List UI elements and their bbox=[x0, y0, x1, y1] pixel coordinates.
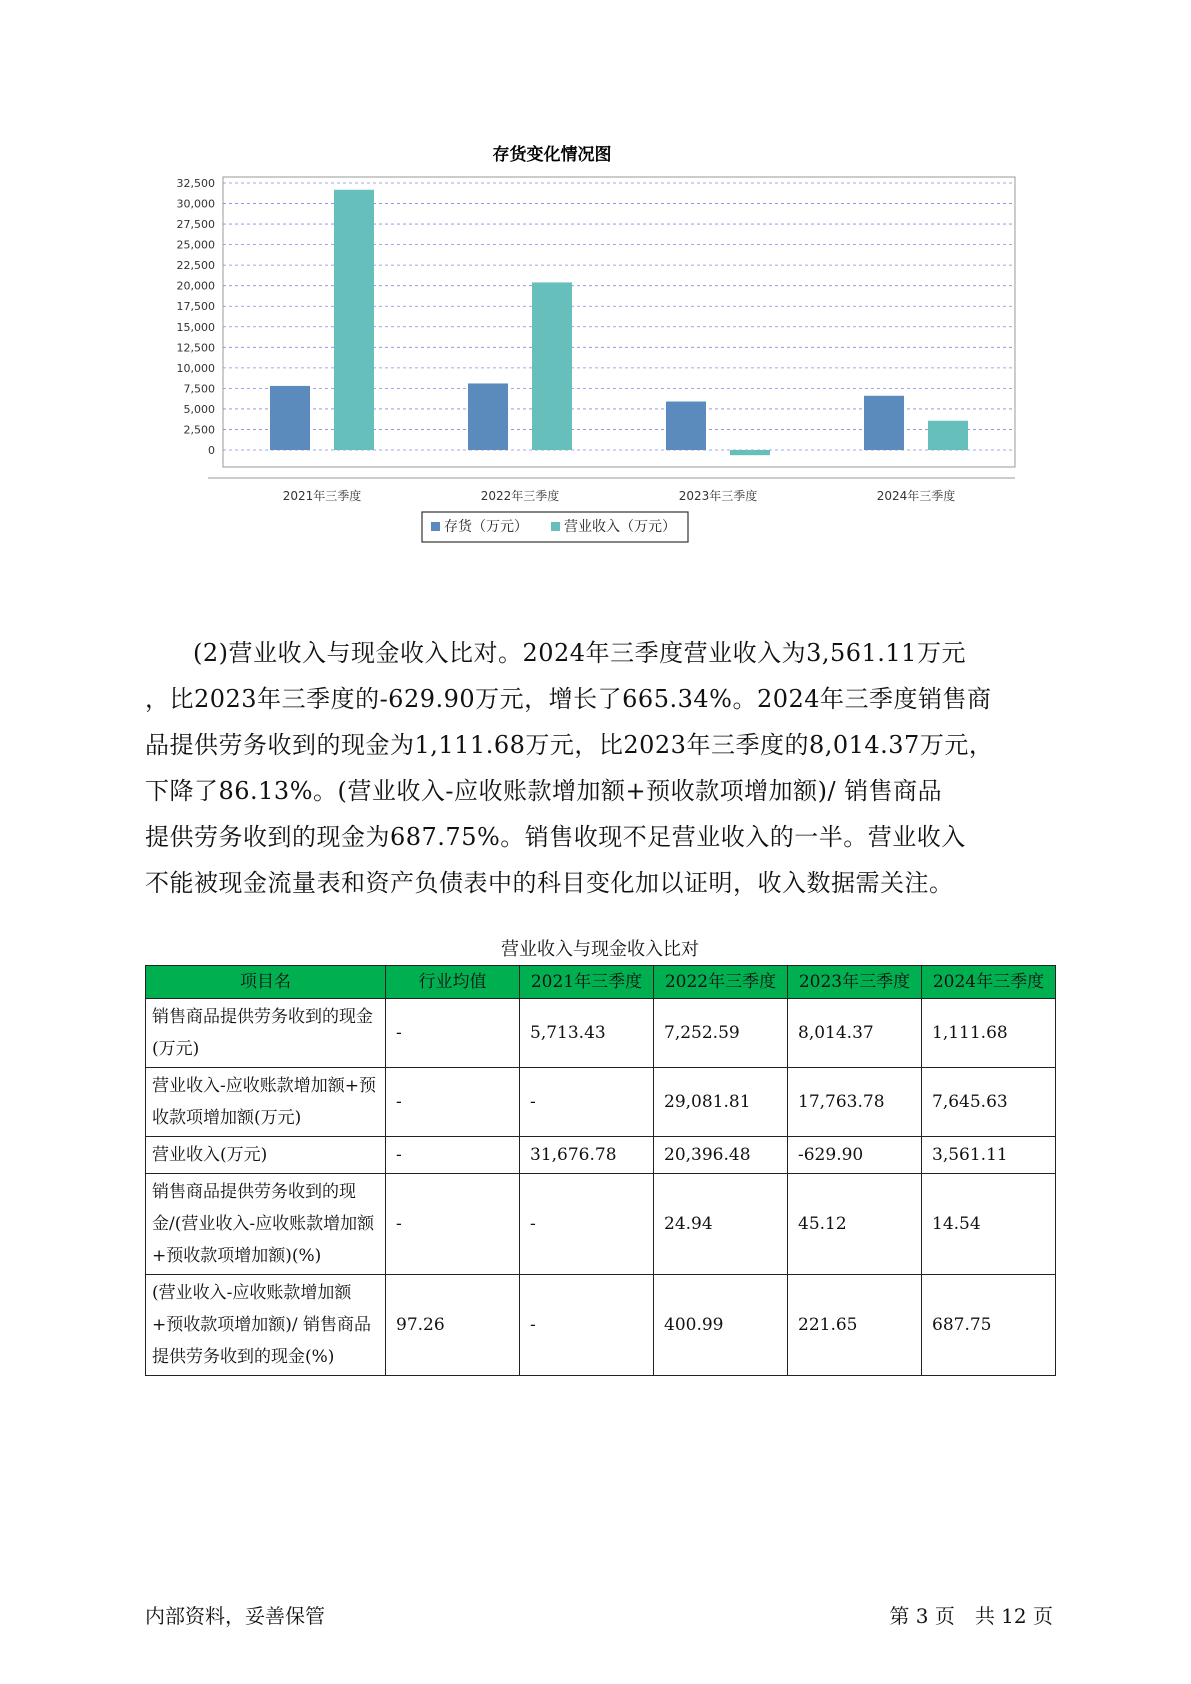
comparison-table bbox=[145, 965, 1056, 1376]
paragraph-line: (2)营业收入与现金收入比对。2024年三季度营业收入为3,561.11万元 bbox=[193, 639, 966, 667]
bar-revenue bbox=[928, 421, 968, 450]
table-header-row bbox=[146, 966, 1056, 999]
paragraph-line: 品提供劳务收到的现金为1,111.68万元，比2023年三季度的8,014.37万元， bbox=[145, 731, 994, 759]
row-label: 营业收入(万元) bbox=[146, 1137, 386, 1174]
table-cell: 14.54 bbox=[922, 1174, 1056, 1275]
table-row bbox=[146, 1137, 1056, 1174]
legend-swatch bbox=[551, 522, 560, 531]
table-cell: - bbox=[386, 1068, 520, 1137]
header-cell: 2022年三季度 bbox=[654, 966, 788, 999]
y-tick-label: 5,000 bbox=[183, 402, 215, 416]
table-cell: 7,252.59 bbox=[654, 999, 788, 1068]
chart-legend bbox=[422, 512, 688, 542]
legend-label: 营业收入（万元） bbox=[564, 519, 676, 535]
footer-page-number: 第 3 页 共 12 页 bbox=[889, 1604, 1053, 1628]
paragraph-line: ，比2023年三季度的-629.90万元，增长了665.34%。2024年三季度销售商 bbox=[145, 685, 992, 713]
table-cell: 17,763.78 bbox=[788, 1068, 922, 1137]
header-cell: 行业均值 bbox=[386, 966, 520, 999]
y-tick-label: 7,500 bbox=[183, 382, 215, 396]
bar-revenue bbox=[730, 450, 770, 455]
inventory-chart bbox=[145, 135, 1025, 595]
y-tick-label: 2,500 bbox=[183, 423, 215, 437]
analysis-paragraph bbox=[145, 630, 1055, 906]
table-cell: 20,396.48 bbox=[654, 1137, 788, 1174]
bar-inventory bbox=[468, 383, 508, 450]
table-row bbox=[146, 1275, 1056, 1376]
bar-inventory bbox=[270, 386, 310, 450]
row-label: (营业收入-应收账款增加额+预收款项增加额)/ 销售商品提供劳务收到的现金(%) bbox=[146, 1275, 386, 1376]
bar-inventory bbox=[666, 402, 706, 450]
paragraph-line: 提供劳务收到的现金为687.75%。销售收现不足营业收入的一半。营业收入 bbox=[145, 823, 966, 851]
table-cell: 8,014.37 bbox=[788, 999, 922, 1068]
table-cell: 1,111.68 bbox=[922, 999, 1056, 1068]
y-tick-label: 25,000 bbox=[176, 238, 215, 252]
header-cell: 2023年三季度 bbox=[788, 966, 922, 999]
footer-confidential: 内部资料，妥善保管 bbox=[145, 1604, 325, 1628]
y-tick-label: 15,000 bbox=[176, 320, 215, 334]
x-tick-label: 2023年三季度 bbox=[678, 489, 758, 503]
table-cell: 5,713.43 bbox=[520, 999, 654, 1068]
legend-label: 存货（万元） bbox=[444, 519, 528, 535]
row-label: 销售商品提供劳务收到的现金(万元) bbox=[146, 999, 386, 1068]
paragraph-line: 下降了86.13%。(营业收入-应收账款增加额+预收款项增加额)/ 销售商品 bbox=[145, 777, 943, 805]
y-tick-label: 32,500 bbox=[176, 177, 215, 190]
table-row bbox=[146, 1174, 1056, 1275]
y-tick-label: 10,000 bbox=[176, 361, 215, 375]
table-cell: 400.99 bbox=[654, 1275, 788, 1376]
table-cell: 97.26 bbox=[386, 1275, 520, 1376]
y-axis bbox=[177, 177, 216, 457]
chart-title: 存货变化情况图 bbox=[492, 145, 612, 165]
header-cell: 项目名 bbox=[146, 966, 386, 999]
legend-swatch bbox=[431, 522, 440, 531]
row-label: 销售商品提供劳务收到的现金/(营业收入-应收账款增加额+预收款项增加额)(%) bbox=[146, 1174, 386, 1275]
table-cell: 24.94 bbox=[654, 1174, 788, 1275]
table-cell: - bbox=[520, 1068, 654, 1137]
bar-revenue bbox=[532, 282, 572, 450]
table-cell: - bbox=[386, 1174, 520, 1275]
table-cell: 221.65 bbox=[788, 1275, 922, 1376]
bar-inventory bbox=[864, 396, 904, 450]
y-tick-label: 20,000 bbox=[176, 279, 215, 293]
table-cell: - bbox=[520, 1275, 654, 1376]
table-cell: - bbox=[520, 1174, 654, 1275]
row-label: 营业收入-应收账款增加额+预收款项增加额(万元) bbox=[146, 1068, 386, 1137]
table-cell: 45.12 bbox=[788, 1174, 922, 1275]
y-tick-label: 17,500 bbox=[176, 300, 215, 314]
bar-revenue bbox=[334, 190, 374, 450]
y-tick-label: 27,500 bbox=[176, 218, 215, 232]
x-tick-label: 2024年三季度 bbox=[876, 489, 956, 503]
table-row bbox=[146, 999, 1056, 1068]
x-axis bbox=[208, 478, 1015, 503]
paragraph-line: 不能被现金流量表和资产负债表中的科目变化加以证明，收入数据需关注。 bbox=[145, 869, 954, 897]
header-cell: 2021年三季度 bbox=[520, 966, 654, 999]
table-cell: - bbox=[386, 1137, 520, 1174]
table-cell: 687.75 bbox=[922, 1275, 1056, 1376]
x-tick-label: 2021年三季度 bbox=[282, 489, 362, 503]
chart-bars bbox=[270, 190, 968, 455]
table-caption: 营业收入与现金收入比对 bbox=[501, 939, 699, 960]
table-cell: -629.90 bbox=[788, 1137, 922, 1174]
x-tick-label: 2022年三季度 bbox=[480, 489, 560, 503]
table-cell: 3,561.11 bbox=[922, 1137, 1056, 1174]
y-tick-label: 12,500 bbox=[176, 341, 215, 355]
table-cell: 31,676.78 bbox=[520, 1137, 654, 1174]
table-cell: 29,081.81 bbox=[654, 1068, 788, 1137]
y-tick-label: 0 bbox=[208, 444, 215, 457]
y-tick-label: 30,000 bbox=[176, 197, 215, 211]
table-row bbox=[146, 1068, 1056, 1137]
y-tick-label: 22,500 bbox=[176, 259, 215, 273]
table-cell: 7,645.63 bbox=[922, 1068, 1056, 1137]
table-cell: - bbox=[386, 999, 520, 1068]
header-cell: 2024年三季度 bbox=[922, 966, 1056, 999]
